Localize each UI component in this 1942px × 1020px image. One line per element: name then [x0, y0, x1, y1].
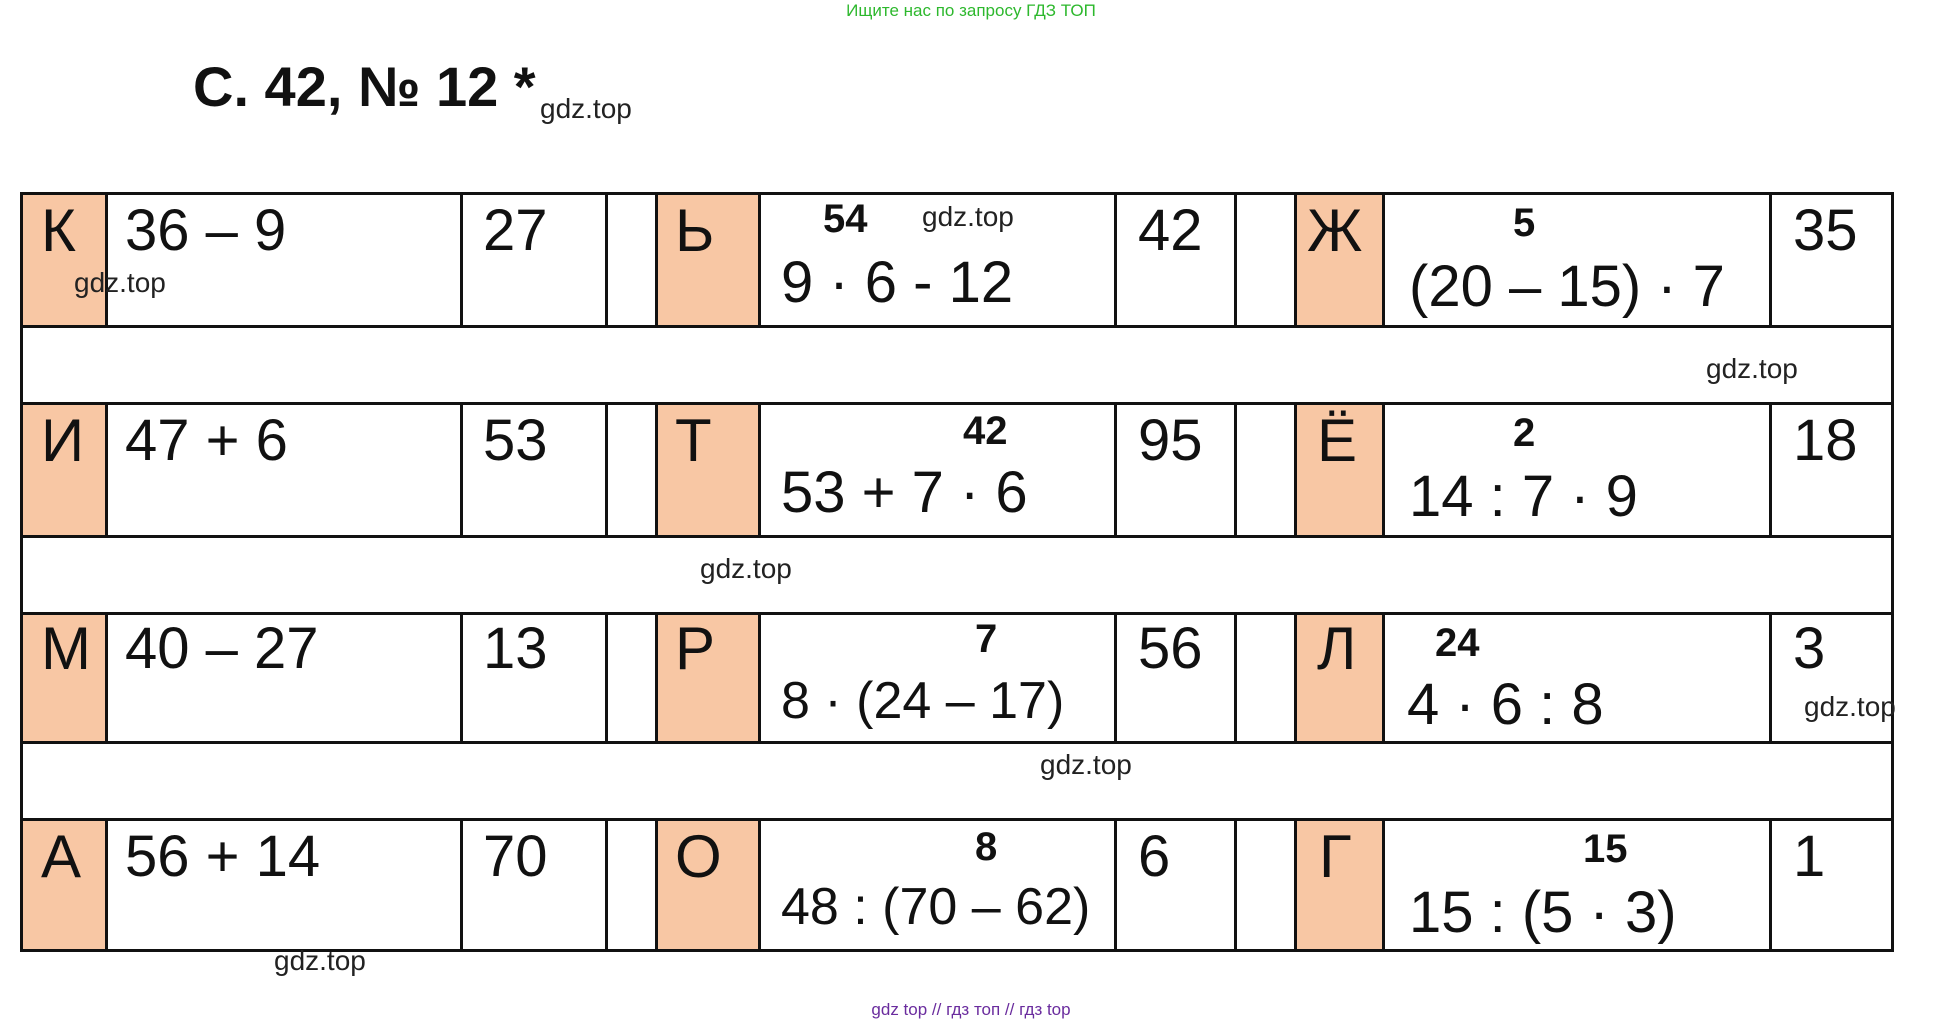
top-banner: Ищите нас по запросу ГДЗ ТОП	[846, 1, 1096, 20]
watermark: gdz.top	[1040, 749, 1132, 780]
expression: 53 + 7 · 6	[781, 460, 1028, 525]
page-title: С. 42, № 12 *	[193, 55, 536, 118]
expression: 47 + 6	[125, 408, 288, 473]
row-divider	[23, 818, 1891, 821]
answer: 42	[1138, 198, 1203, 263]
answer: 56	[1138, 616, 1203, 681]
cipher-letter: Ё	[1317, 407, 1358, 474]
answer: 53	[483, 408, 548, 473]
expression: 8 · (24 – 17)	[781, 672, 1065, 730]
answer: 1	[1793, 824, 1826, 889]
answer: 13	[483, 616, 548, 681]
answer: 95	[1138, 408, 1203, 473]
expression: 36 – 9	[125, 198, 287, 263]
watermark: gdz.top	[274, 945, 366, 976]
expression: 40 – 27	[125, 616, 319, 681]
exercise-table	[20, 192, 1894, 952]
intermediate-result: 42	[963, 409, 1008, 453]
row-divider	[23, 402, 1891, 405]
answer: 18	[1793, 408, 1858, 473]
cipher-letter: Т	[675, 407, 712, 474]
intermediate-result: 8	[975, 825, 998, 869]
row-divider	[23, 325, 1891, 328]
answer: 6	[1138, 824, 1171, 889]
row-divider	[23, 612, 1891, 615]
watermark: gdz.top	[1804, 691, 1896, 722]
row-divider	[23, 535, 1891, 538]
expression: (20 – 15) · 7	[1409, 254, 1725, 319]
intermediate-result: 7	[975, 617, 998, 661]
cipher-letter: К	[41, 197, 76, 264]
watermark: gdz.top	[700, 553, 792, 584]
row-divider	[23, 741, 1891, 744]
expression: 15 : (5 · 3)	[1409, 880, 1677, 945]
cipher-letter: И	[41, 407, 85, 474]
cipher-letter: М	[41, 615, 91, 682]
expression: 9 · 6 - 12	[781, 250, 1014, 315]
intermediate-result: 2	[1513, 411, 1536, 455]
watermark: gdz.top	[922, 201, 1014, 232]
watermark: gdz.top	[1706, 353, 1798, 384]
intermediate-result: 15	[1583, 827, 1628, 871]
expression: 48 : (70 – 62)	[781, 878, 1091, 936]
expression: 4 · 6 : 8	[1407, 672, 1604, 737]
intermediate-result: 24	[1435, 621, 1480, 665]
watermark: gdz.top	[74, 267, 166, 298]
cipher-letter: Ь	[675, 197, 715, 264]
expression: 14 : 7 · 9	[1409, 464, 1638, 529]
footer: gdz top // гдз топ // гдз top	[871, 1000, 1071, 1019]
watermark: gdz.top	[540, 93, 632, 124]
intermediate-result: 54	[823, 197, 868, 241]
cipher-letter: А	[41, 823, 82, 890]
cipher-letter: Л	[1317, 615, 1357, 682]
cipher-letter: Ж	[1307, 197, 1363, 264]
cipher-letter: О	[675, 823, 722, 890]
answer: 27	[483, 198, 548, 263]
answer: 35	[1793, 198, 1858, 263]
expression: 56 + 14	[125, 824, 321, 889]
intermediate-result: 5	[1513, 201, 1536, 245]
cipher-letter: Г	[1319, 823, 1352, 890]
cipher-letter: Р	[675, 615, 716, 682]
answer: 70	[483, 824, 548, 889]
answer: 3	[1793, 616, 1826, 681]
